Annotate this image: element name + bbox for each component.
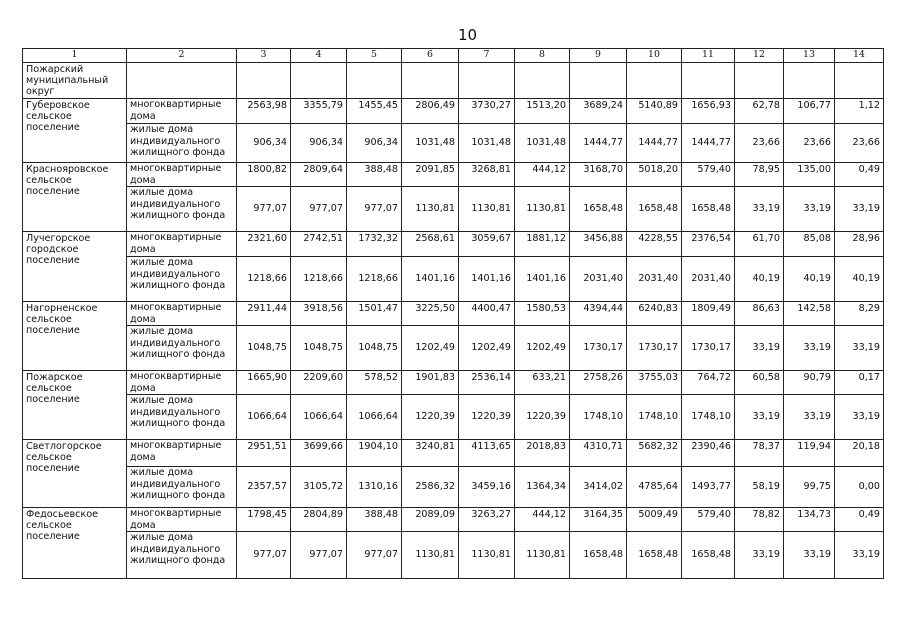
value-cell: 633,21 [515,371,570,395]
value-cell: 2018,83 [515,440,570,467]
empty-cell [291,63,347,99]
value-cell: 3456,88 [570,232,627,257]
value-cell: 3105,72 [291,467,347,508]
individual-houses-row [23,467,884,508]
value-cell: 3689,24 [570,99,627,124]
value-cell: 33,19 [735,187,784,232]
individual-houses-row [23,532,884,579]
value-cell: 3225,50 [402,302,459,326]
value-cell: 1656,93 [682,99,735,124]
value-cell: 4394,44 [570,302,627,326]
value-cell: 1031,48 [459,124,515,163]
value-cell: 1730,17 [627,326,682,371]
column-number: 12 [735,49,784,63]
value-cell: 3059,67 [459,232,515,257]
value-cell: 23,66 [784,124,835,163]
value-cell: 1048,75 [347,326,402,371]
housing-type-label: многоквартирные дома [127,99,237,124]
column-number: 3 [237,49,291,63]
value-cell: 1031,48 [515,124,570,163]
value-cell: 61,70 [735,232,784,257]
individual-houses-row [23,257,884,302]
apartment-buildings-row [23,232,884,257]
column-number-row [23,49,884,63]
housing-type-label: жилые дома индивидуального жилищного фонда [127,532,237,579]
value-cell: 2376,54 [682,232,735,257]
value-cell: 3459,16 [459,467,515,508]
housing-type-label: жилые дома индивидуального жилищного фонда [127,395,237,440]
value-cell: 4113,65 [459,440,515,467]
apartment-buildings-row [23,302,884,326]
value-cell: 2911,44 [237,302,291,326]
value-cell: 977,07 [347,187,402,232]
value-cell: 1364,34 [515,467,570,508]
value-cell: 2390,46 [682,440,735,467]
empty-cell [784,63,835,99]
value-cell: 78,95 [735,163,784,187]
column-number: 14 [835,49,884,63]
value-cell: 1658,48 [682,187,735,232]
value-cell: 3355,79 [291,99,347,124]
value-cell: 1130,81 [515,532,570,579]
value-cell: 1748,10 [570,395,627,440]
value-cell: 1401,16 [402,257,459,302]
empty-cell [570,63,627,99]
value-cell: 1658,48 [570,532,627,579]
value-cell: 1202,49 [459,326,515,371]
value-cell: 1066,64 [237,395,291,440]
value-cell: 1513,20 [515,99,570,124]
value-cell: 1901,83 [402,371,459,395]
value-cell: 388,48 [347,163,402,187]
value-cell: 1444,77 [682,124,735,163]
value-cell: 1798,45 [237,508,291,532]
value-cell: 3164,35 [570,508,627,532]
value-cell: 1220,39 [459,395,515,440]
column-number: 9 [570,49,627,63]
value-cell: 2951,51 [237,440,291,467]
empty-cell [459,63,515,99]
value-cell: 6240,83 [627,302,682,326]
value-cell: 1218,66 [291,257,347,302]
column-number: 6 [402,49,459,63]
empty-cell [127,63,237,99]
value-cell: 3168,70 [570,163,627,187]
individual-houses-row [23,326,884,371]
apartment-buildings-row [23,508,884,532]
housing-type-label: жилые дома индивидуального жилищного фонда [127,187,237,232]
value-cell: 0,49 [835,508,884,532]
individual-houses-row [23,395,884,440]
value-cell: 1401,16 [459,257,515,302]
value-cell: 764,72 [682,371,735,395]
value-cell: 578,52 [347,371,402,395]
value-cell: 579,40 [682,508,735,532]
value-cell: 4400,47 [459,302,515,326]
settlement-name: Лучегорское городское поселение [23,232,127,302]
settlement-name: Краснояровское сельское поселение [23,163,127,232]
value-cell: 33,19 [784,187,835,232]
value-cell: 99,75 [784,467,835,508]
value-cell: 1748,10 [682,395,735,440]
value-cell: 444,12 [515,163,570,187]
housing-type-label: многоквартирные дома [127,508,237,532]
value-cell: 78,82 [735,508,784,532]
empty-cell [627,63,682,99]
value-cell: 40,19 [835,257,884,302]
value-cell: 3755,03 [627,371,682,395]
value-cell: 1455,45 [347,99,402,124]
value-cell: 1310,16 [347,467,402,508]
value-cell: 1730,17 [570,326,627,371]
column-number: 8 [515,49,570,63]
value-cell: 3414,02 [570,467,627,508]
value-cell: 1800,82 [237,163,291,187]
empty-cell [835,63,884,99]
value-cell: 5140,89 [627,99,682,124]
value-cell: 906,34 [347,124,402,163]
value-cell: 2031,40 [627,257,682,302]
page-number: 10 [457,26,478,44]
column-number: 13 [784,49,835,63]
value-cell: 5009,49 [627,508,682,532]
value-cell: 2321,60 [237,232,291,257]
value-cell: 1066,64 [347,395,402,440]
value-cell: 579,40 [682,163,735,187]
value-cell: 1202,49 [515,326,570,371]
value-cell: 2742,51 [291,232,347,257]
column-number: 10 [627,49,682,63]
value-cell: 2563,98 [237,99,291,124]
value-cell: 977,07 [291,187,347,232]
value-cell: 33,19 [835,395,884,440]
empty-cell [237,63,291,99]
value-cell: 0,17 [835,371,884,395]
value-cell: 33,19 [835,532,884,579]
value-cell: 106,77 [784,99,835,124]
value-cell: 33,19 [735,532,784,579]
value-cell: 8,29 [835,302,884,326]
settlement-name: Губеровское сельское поселение [23,99,127,163]
empty-cell [682,63,735,99]
value-cell: 2536,14 [459,371,515,395]
value-cell: 2031,40 [682,257,735,302]
value-cell: 5018,20 [627,163,682,187]
value-cell: 0,00 [835,467,884,508]
housing-type-label: жилые дома индивидуального жилищного фонда [127,467,237,508]
value-cell: 3240,81 [402,440,459,467]
value-cell: 1220,39 [402,395,459,440]
value-cell: 2357,57 [237,467,291,508]
individual-houses-row [23,187,884,232]
district-row [23,63,884,99]
value-cell: 3268,81 [459,163,515,187]
value-cell: 78,37 [735,440,784,467]
value-cell: 1031,48 [402,124,459,163]
value-cell: 0,49 [835,163,884,187]
value-cell: 33,19 [784,532,835,579]
value-cell: 1493,77 [682,467,735,508]
value-cell: 1730,17 [682,326,735,371]
value-cell: 23,66 [835,124,884,163]
value-cell: 1732,32 [347,232,402,257]
settlement-name: Нагорненское сельское поселение [23,302,127,371]
column-number: 4 [291,49,347,63]
value-cell: 906,34 [237,124,291,163]
value-cell: 3730,27 [459,99,515,124]
value-cell: 1501,47 [347,302,402,326]
value-cell: 2031,40 [570,257,627,302]
value-cell: 40,19 [735,257,784,302]
value-cell: 119,94 [784,440,835,467]
housing-type-label: многоквартирные дома [127,232,237,257]
tariff-table [22,48,884,579]
value-cell: 5682,32 [627,440,682,467]
value-cell: 4785,64 [627,467,682,508]
value-cell: 1658,48 [627,187,682,232]
value-cell: 1130,81 [459,187,515,232]
value-cell: 33,19 [784,395,835,440]
value-cell: 33,19 [735,395,784,440]
apartment-buildings-row [23,99,884,124]
value-cell: 1580,53 [515,302,570,326]
value-cell: 58,19 [735,467,784,508]
value-cell: 1444,77 [570,124,627,163]
value-cell: 1066,64 [291,395,347,440]
value-cell: 135,00 [784,163,835,187]
value-cell: 1130,81 [402,532,459,579]
value-cell: 142,58 [784,302,835,326]
value-cell: 1658,48 [627,532,682,579]
value-cell: 1748,10 [627,395,682,440]
housing-type-label: многоквартирные дома [127,302,237,326]
value-cell: 2209,60 [291,371,347,395]
value-cell: 2586,32 [402,467,459,508]
value-cell: 1130,81 [515,187,570,232]
column-number: 2 [127,49,237,63]
value-cell: 1401,16 [515,257,570,302]
value-cell: 2758,26 [570,371,627,395]
value-cell: 1130,81 [459,532,515,579]
value-cell: 1658,48 [570,187,627,232]
value-cell: 2809,64 [291,163,347,187]
value-cell: 1,12 [835,99,884,124]
value-cell: 977,07 [291,532,347,579]
value-cell: 1130,81 [402,187,459,232]
value-cell: 1881,12 [515,232,570,257]
value-cell: 1809,49 [682,302,735,326]
settlement-name: Пожарское сельское поселение [23,371,127,440]
value-cell: 90,79 [784,371,835,395]
apartment-buildings-row [23,371,884,395]
value-cell: 2091,85 [402,163,459,187]
empty-cell [735,63,784,99]
value-cell: 977,07 [237,532,291,579]
value-cell: 1218,66 [237,257,291,302]
value-cell: 1220,39 [515,395,570,440]
value-cell: 86,63 [735,302,784,326]
empty-cell [402,63,459,99]
individual-houses-row [23,124,884,163]
housing-type-label: жилые дома индивидуального жилищного фонда [127,326,237,371]
value-cell: 1202,49 [402,326,459,371]
value-cell: 62,78 [735,99,784,124]
value-cell: 444,12 [515,508,570,532]
value-cell: 28,96 [835,232,884,257]
value-cell: 23,66 [735,124,784,163]
column-number: 11 [682,49,735,63]
empty-cell [347,63,402,99]
housing-type-label: многоквартирные дома [127,163,237,187]
value-cell: 40,19 [784,257,835,302]
housing-type-label: многоквартирные дома [127,371,237,395]
value-cell: 2806,49 [402,99,459,124]
value-cell: 2804,89 [291,508,347,532]
column-number: 7 [459,49,515,63]
value-cell: 3918,56 [291,302,347,326]
value-cell: 85,08 [784,232,835,257]
value-cell: 2089,09 [402,508,459,532]
value-cell: 2568,61 [402,232,459,257]
value-cell: 20,18 [835,440,884,467]
value-cell: 33,19 [835,326,884,371]
housing-type-label: жилые дома индивидуального жилищного фонда [127,257,237,302]
settlement-name: Светлогорское сельское поселение [23,440,127,508]
value-cell: 1444,77 [627,124,682,163]
value-cell: 1218,66 [347,257,402,302]
value-cell: 4310,71 [570,440,627,467]
value-cell: 3263,27 [459,508,515,532]
value-cell: 1904,10 [347,440,402,467]
value-cell: 33,19 [784,326,835,371]
value-cell: 977,07 [347,532,402,579]
value-cell: 388,48 [347,508,402,532]
value-cell: 1665,90 [237,371,291,395]
value-cell: 906,34 [291,124,347,163]
value-cell: 33,19 [835,187,884,232]
apartment-buildings-row [23,440,884,467]
housing-type-label: жилые дома индивидуального жилищного фонда [127,124,237,163]
empty-cell [515,63,570,99]
value-cell: 60,58 [735,371,784,395]
value-cell: 977,07 [237,187,291,232]
apartment-buildings-row [23,163,884,187]
column-number: 5 [347,49,402,63]
value-cell: 1048,75 [291,326,347,371]
value-cell: 4228,55 [627,232,682,257]
value-cell: 1658,48 [682,532,735,579]
value-cell: 1048,75 [237,326,291,371]
value-cell: 134,73 [784,508,835,532]
column-number: 1 [23,49,127,63]
housing-type-label: многоквартирные дома [127,440,237,467]
value-cell: 3699,66 [291,440,347,467]
district-name: Пожарский муниципальный округ [23,63,127,99]
value-cell: 33,19 [735,326,784,371]
settlement-name: Федосьевское сельское поселение [23,508,127,579]
